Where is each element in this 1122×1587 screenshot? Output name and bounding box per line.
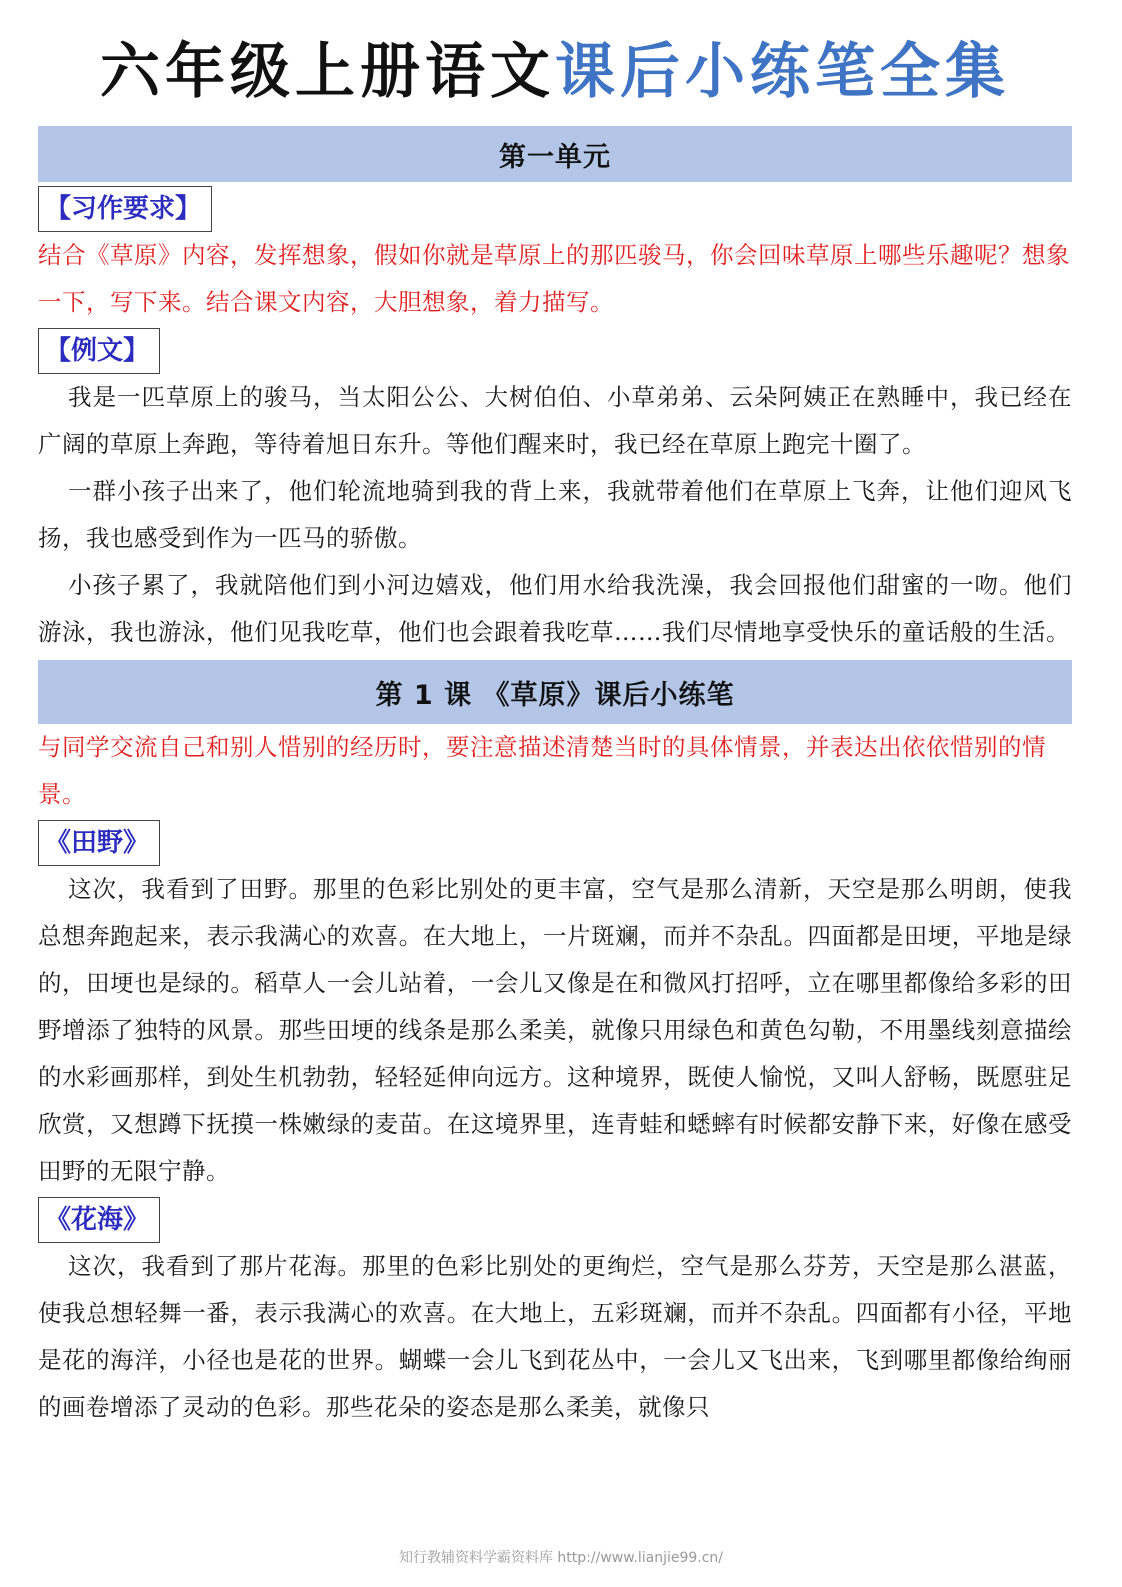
title-part2: 课后小练笔全集 [555,37,1010,107]
example-paragraph-1: 我是一匹草原上的骏马，当太阳公公、大树伯伯、小草弟弟、云朵阿姨正在熟睡中，我已经在广阔的草原上奔跑，等待着旭日东升。等他们醒来时，我已经在草原上跑完十圈了。 [38,383,1072,458]
document-page [38,0,1072,1431]
essay1-label: 《田野》 [38,820,160,866]
example-label: 【例文】 [38,328,160,374]
essay2-label: 《花海》 [38,1197,160,1243]
requirement-label: 【习作要求】 [38,186,212,232]
essay2-text: 这次，我看到了那片花海。那里的色彩比别处的更绚烂，空气是那么芬芳，天空是那么湛蓝，使我总想轻舞一番，表示我满心的欢喜。在大地上，五彩斑斓，而并不杂乱。四面都有小径，平地是花的海洋，小径也是花的世界。蝴蝶一会儿飞到花丛中，一会儿又飞出来，飞到哪里都像给绚丽的画卷增添了灵动的色彩。那些花朵的姿态是那么柔美，就像只 [38,1252,1072,1421]
footer-watermark: 知行教辅资料学霸资料库 http://www.lianjie99.cn/ [398,1550,724,1566]
essay1-text: 这次，我看到了田野。那里的色彩比别处的更丰富，空气是那么清新，天空是那么明朗，使我总想奔跑起来，表示我满心的欢喜。在大地上，一片斑斓，而并不杂乱。四面都是田埂，平地是绿的，田埂也是绿的。稻草人一会儿站着，一会儿又像是在和微风打招呼，立在哪里都像给多彩的田野增添了独特的风景。那些田埂的线条是那么柔美，就像只用绿色和黄色勾勒，不用墨线刻意描绘的水彩画那样，到处生机勃勃，轻轻延伸向远方。这种境界，既使人愉悦，又叫人舒畅，既愿驻足欣赏，又想蹲下抚摸一株嫩绿的麦苗。在这境界里，连青蛙和蟋蟀有时候都安静下来，好像在感受田野的无限宁静。 [38,875,1072,1185]
lesson1-header: 第 1 课 《草原》课后小练笔 [38,660,1072,724]
lesson1-requirement-text: 与同学交流自己和别人惜别的经历时，要注意描述清楚当时的具体情景，并表达出依依惜别的情景。 [38,733,1046,808]
example-paragraph-3: 小孩子累了，我就陪他们到小河边嬉戏，他们用水给我洗澡，我会回报他们甜蜜的一吻。他们游泳，我也游泳，他们见我吃草，他们也会跟着我吃草……我们尽情地享受快乐的童话般的生活。 [38,571,1072,646]
title-part1: 六年级上册语文 [100,37,555,107]
unit1-header: 第一单元 [38,126,1072,182]
document-title [38,8,1072,126]
unit1-requirement-text: 结合《草原》内容，发挥想象，假如你就是草原上的那匹骏马，你会回味草原上哪些乐趣呢？想象一下，写下来。结合课文内容，大胆想象，着力描写。 [38,241,1070,316]
example-paragraph-2: 一群小孩子出来了，他们轮流地骑到我的背上来，我就带着他们在草原上飞奔，让他们迎风飞扬，我也感受到作为一匹马的骄傲。 [38,477,1072,552]
